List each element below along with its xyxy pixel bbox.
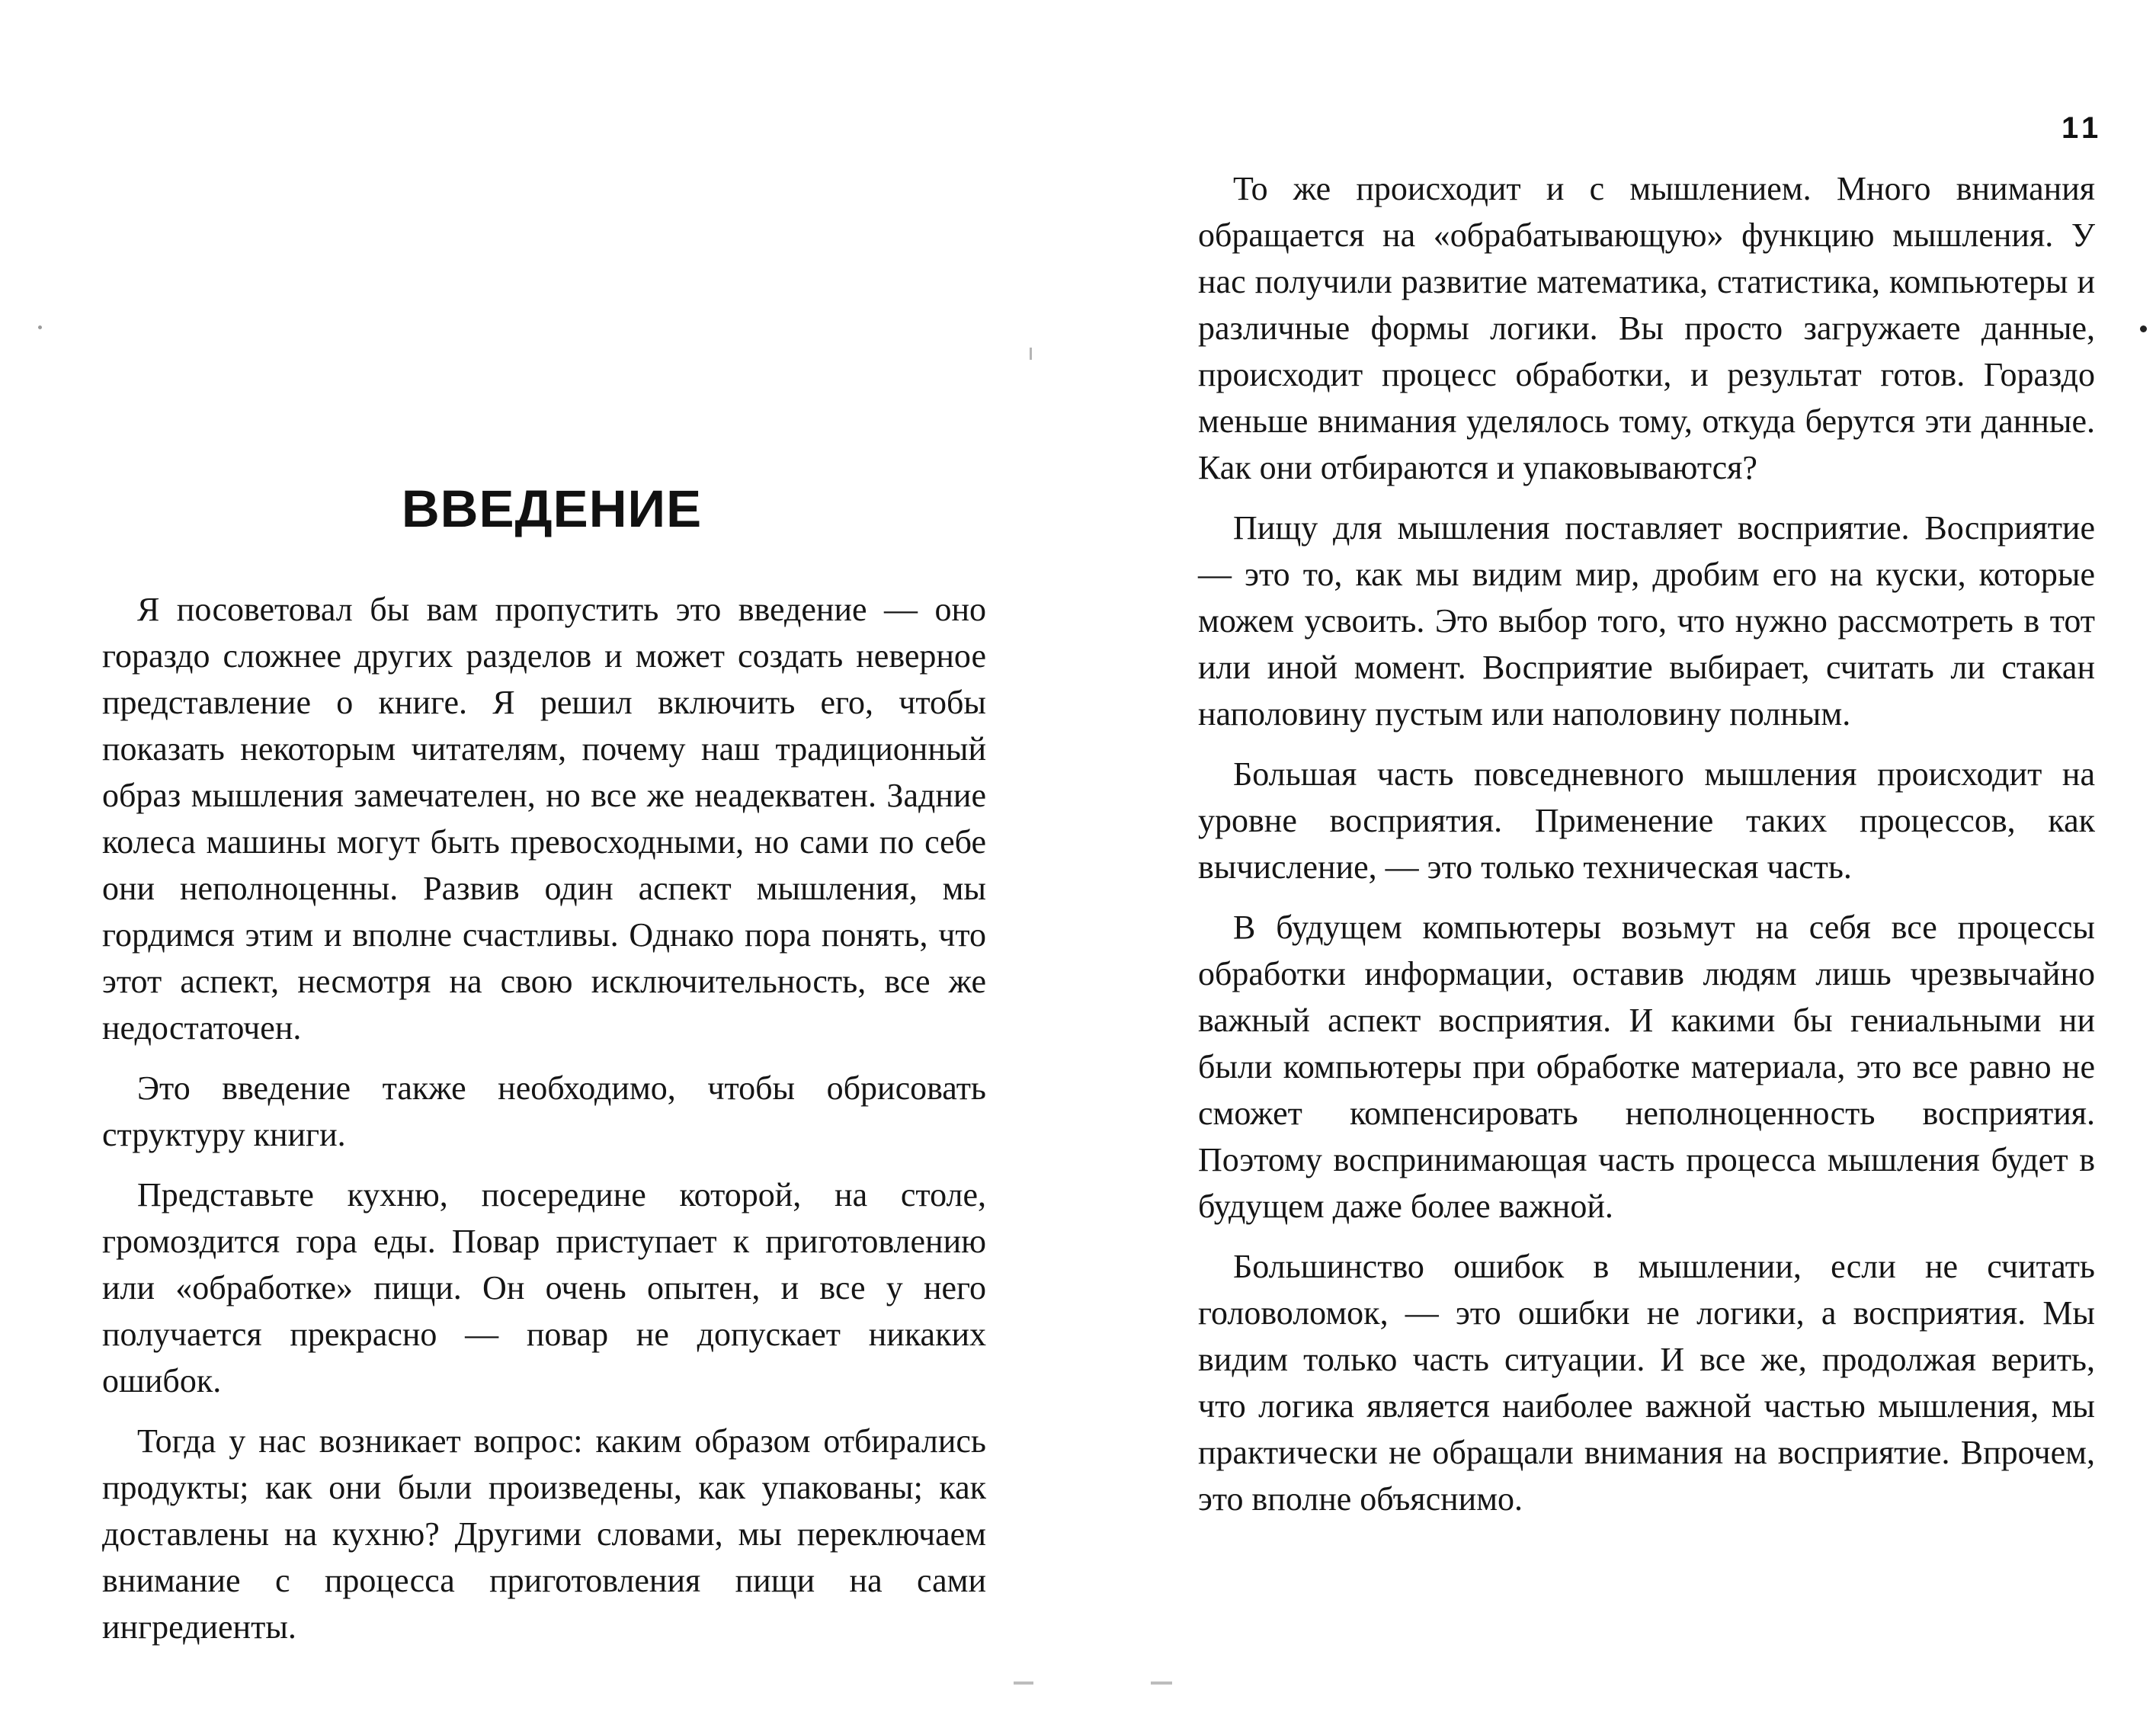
scan-speck-left [38, 325, 42, 329]
scan-artifact-mark [1030, 348, 1032, 360]
right-paragraph-4: В будущем компьютеры возьмут на себя все процессы обработки информации, оставив людям лишь чрезвычайно важный аспект восприятия. И какими бы гениальными ни были компьютеры при обработке материала, это все равно не сможет компенсировать неполноценность восприятия. Поэтому воспринимающая часть процесса мышления будет в будущем даже более важной. [1198, 909, 2095, 1225]
right-paragraph-3: Большая часть повседневного мышления происходит на уровне восприятия. Применение таких процессов, как вычисление, — это только техническая часть. [1198, 755, 2095, 886]
left-paragraph-2: Это введение также необходимо, чтобы обрисовать структуру книги. [102, 1069, 986, 1153]
scan-artifact-bottom-right [1151, 1682, 1172, 1685]
left-text-column [102, 586, 986, 1664]
left-paragraph-4: Тогда у нас возникает вопрос: каким образом отбирались продукты; как они были произведены, как упакованы; как доставлены на кухню? Другими словами, мы переключаем внимание с процесса приготовления пищи на сами ингредиенты. [102, 1422, 986, 1646]
right-text-column [1198, 165, 2095, 1536]
scan-speck-right [2140, 325, 2147, 332]
right-page [1078, 0, 2156, 1728]
chapter-title: ВВЕДЕНИЕ [401, 479, 703, 538]
right-paragraph-2: Пищу для мышления поставляет восприятие. Восприятие — это то, как мы видим мир, дробим его на куски, которые можем усвоить. Это выбор того, что нужно рассмотреть в тот или иной момент. Восприятие выбирает, считать ли стакан наполовину пустым или наполовину полным. [1198, 509, 2095, 733]
right-paragraph-5: Большинство ошибок в мышлении, если не считать головоломок, — это ошибки не логики, а восприятия. Мы видим только часть ситуации. И все же, продолжая верить, что логика является наиболее важной частью мышления, мы практически не обращали внимания на восприятие. Впрочем, это вполне объяснимо. [1198, 1248, 2095, 1518]
left-paragraph-1: Я посоветовал бы вам пропустить это введение — оно гораздо сложнее других разделов и может создать неверное представление о книге. Я решил включить его, чтобы показать некоторым читателям, почему наш традиционный образ мышления замечателен, но все же неадекватен. Задние колеса машины могут быть превосходными, но сами по себе они неполноценны. Развив один аспект мышления, мы гордимся этим и вполне счастливы. Однако пора понять, что этот аспект, несмотря на свою исключительность, все же недостаточен. [102, 591, 986, 1047]
right-paragraph-1: То же происходит и с мышлением. Много внимания обращается на «обрабатывающую» функцию мышления. У нас получили развитие математика, статистика, компьютеры и различные формы логики. Вы просто загружаете данные, происходит процесс обработки, и результат готов. Гораздо меньше внимания уделялось тому, откуда берутся эти данные. Как они отбираются и упаковываются? [1198, 170, 2095, 486]
page-number: 11 [2061, 111, 2103, 145]
scan-artifact-bottom-left [1014, 1682, 1033, 1685]
left-paragraph-3: Представьте кухню, посередине которой, на столе, громоздится гора еды. Повар приступает к приготовлению или «обработке» пищи. Он очень опытен, и все у него получается прекрасно — повар не допускает никаких ошибок. [102, 1176, 986, 1399]
